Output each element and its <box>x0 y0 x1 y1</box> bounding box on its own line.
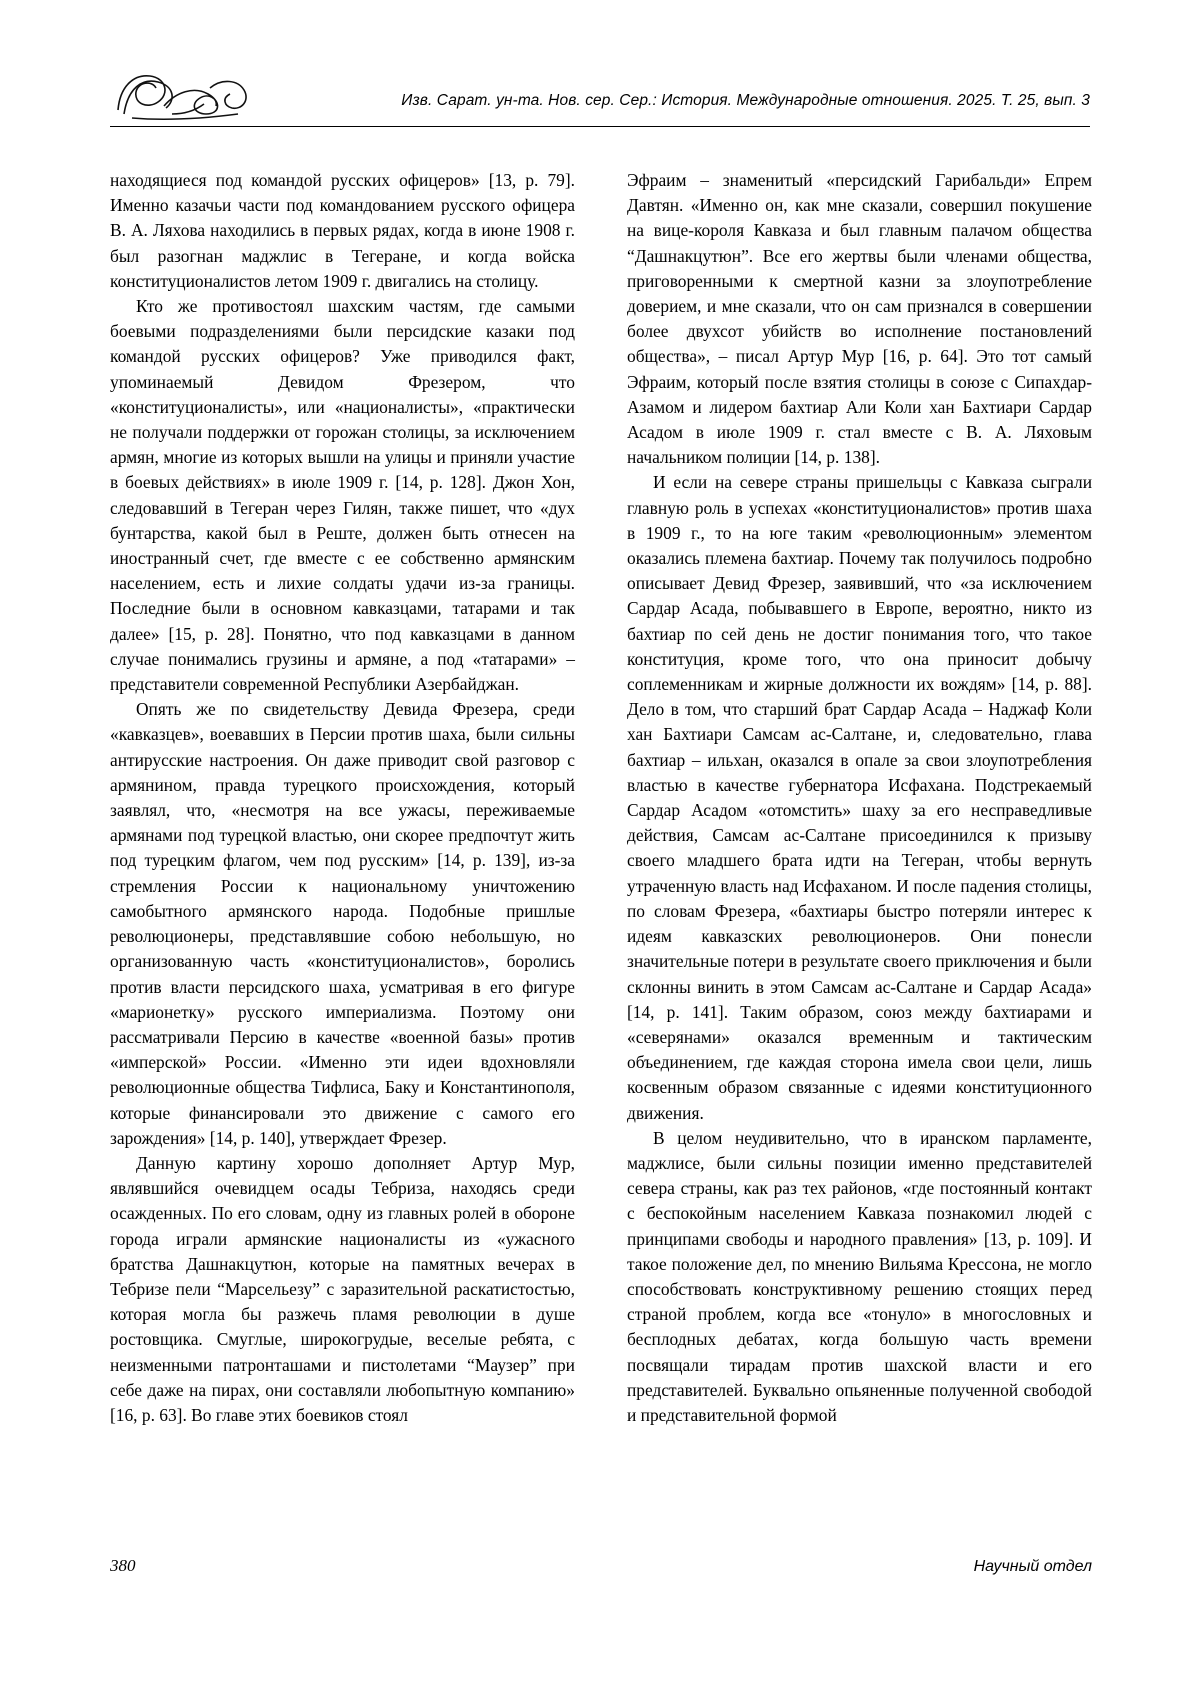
section-label: Научный отдел <box>973 1558 1092 1575</box>
paragraph: Опять же по свидетельству Девида Фрезера, среди «кавказцев», воевавших в Персии против шаха, были сильны антирусские настроения. Он даже приводит свой разговор с армянином, правда турецкого происхождения, который заявлял, что, «несмотря на все ужасы, переживаемые армянами под турецкой властью, они скорее предпочтут жить под турецким флагом, чем под русским» [14, p. 139], из-за стремления России к национальному уничтожению самобытного армянского народа. Подобные пришлые революционеры, представлявшие собою небольшую, но организованную часть «конституционалистов», боролись против власти персидского шаха, усматривая в его фигуре «марионетку» русского империализма. Поэтому они рассматривали Персию в качестве «военной базы» против «имперской» России. «Именно эти идеи вдохновляли революционные общества Тифлиса, Баку и Константинополя, которые финансировали это движение с самого его зарождения» [14, p. 140], утверждает Фрезер. <box>110 699 575 1148</box>
right-column <box>627 168 1092 1488</box>
paragraph: находящиеся под командой русских офицеров» [13, p. 79]. Именно казачьи части под командованием русского офицера В. А. Ляхова находились в первых рядах, когда в июне 1908 г. был разогнан маджлис в Тегеране, и когда войска конституционалистов летом 1909 г. двигались на столицу. <box>110 170 575 291</box>
journal-title-line: Изв. Сарат. ун-та. Нов. сер. Сер.: История. Международные отношения. 2025. Т. 25, вып. 3 <box>401 92 1090 109</box>
paragraph: Эфраим – знаменитый «персидский Гарибальди» Епрем Давтян. «Именно он, как мне сказали, совершил покушение на вице-короля Кавказа и был главным палачом общества “Дашнакцутюн”. Все его жертвы были членами общества, приговоренными к смертной казни за злоупотребление доверием, и мне сказали, что он сам признался в совершении более двухсот убийств во исполнение постановлений общества», – писал Артур Мур [16, p. 64]. Это тот самый Эфраим, который после взятия столицы в союзе с Сипахдар-Азамом и лидером бахтиар Али Коли хан Бахтиари Сардар Асадом в июле 1909 г. стал вместе с В. А. Ляховым начальником полиции [14, p. 138]. <box>627 170 1092 468</box>
page-number: 380 <box>110 1556 136 1575</box>
running-head <box>110 78 1090 124</box>
paragraph: Кто же противостоял шахским частям, где самыми боевыми подразделениями были персидские казаки под командой русских офицеров? Уже приводился факт, упоминаемый Девидом Фрезером, что «конституционалисты», или «националисты», «практически не получали поддержки от горожан столицы, за исключением армян, многие из которых вышли на улицы и приняли участие в боевых действиях» в июле 1909 г. [14, p. 128]. Джон Хон, следовавший в Тегеран через Гилян, также пишет, что «дух бунтарства, какой был в Реште, должен быть отнесен на иностранный счет, где вместе с ее собственно армянским населением, есть и лихие солдаты удачи из-за границы. Последние были в основном кавказцами, татарами и так далее» [15, p. 28]. Понятно, что под кавказцами в данном случае понимались грузины и армяне, а под «татарами» – представители современной Республики Азербайджан. <box>110 296 575 695</box>
paragraph: В целом неудивительно, что в иранском парламенте, маджлисе, были сильны позиции именно представителей севера страны, как раз тех районов, «где постоянный контакт с беспокойным населением Кавказа познакомил людей с принципами свободы и народного правления» [13, p. 109]. И такое положение дел, по мнению Вильяма Крессона, не могло способствовать конструктивному решению стоящих перед страной проблем, когда все «тонуло» в многословных и бесплодных дебатах, когда большую часть времени посвящали тирадам против шахской власти и его представителей. Буквально опьяненные полученной свободой и представительной формой <box>627 1127 1092 1425</box>
page-footer <box>110 1556 1092 1576</box>
paragraph: И если на севере страны пришельцы с Кавказа сыграли главную роль в успехах «конституционалистов» против шаха в 1909 г., то на юге таким «революционным» элементом оказались племена бахтиар. Почему так получилось подробно описывает Девид Фрезер, заявивший, что «за исключением Сардар Асада, побывавшего в Европе, вероятно, никто из бахтиар по сей день не достиг понимания того, что такое конституция, кроме того, что она приносит добычу соплеменникам и жирные должности их вождям» [14, p. 88]. Дело в том, что старший брат Сардар Асада – Наджаф Коли хан Бахтиари Самсам ас-Салтане, и, следовательно, глава бахтиар – ильхан, оказался в опале за свои злоупотребления властью в качестве губернатора Исфахана. Подстрекаемый Сардар Асадом «отомстить» шаху за его несправедливые действия, Самсам ас-Салтане присоединился к призыву своего младшего брата идти на Тегеран, чтобы вернуть утраченную власть над Исфаханом. И после падения столицы, по словам Фрезера, «бахтиары быстро потеряли интерес к идеям кавказских революционеров. Они понесли значительные потери в результате своего приключения и были склонны винить в этом Самсам ас-Салтане и Сардар Асада» [14, p. 141]. Таким образом, союз между бахтиарами и «северянами» оказался временным и тактическим объединением, где каждая сторона имела свои цели, лишь косвенным образом связанные с идеями конституционного движения. <box>627 472 1092 1123</box>
paragraph: Данную картину хорошо дополняет Артур Мур, являвшийся очевидцем осады Тебриза, находясь среди осажденных. По его словам, одну из главных ролей в обороне города играли армянские националисты из «ужасного братства Дашнакцутюн, которые на памятных вечерах в Тебризе пели “Марсельезу” с заразительной раскатистостью, которая могла бы разжечь пламя революции в душе ростовщика. Смуглые, широкогрудые, веселые ребята, с неизменными патронташами и пистолетами “Маузер” при себе даже на пирах, они составляли любопытную компанию» [16, p. 63]. Во главе этих боевиков стоял <box>110 1152 575 1425</box>
header-rule <box>110 126 1090 127</box>
left-column <box>110 168 575 1488</box>
article-body <box>110 168 1092 1488</box>
